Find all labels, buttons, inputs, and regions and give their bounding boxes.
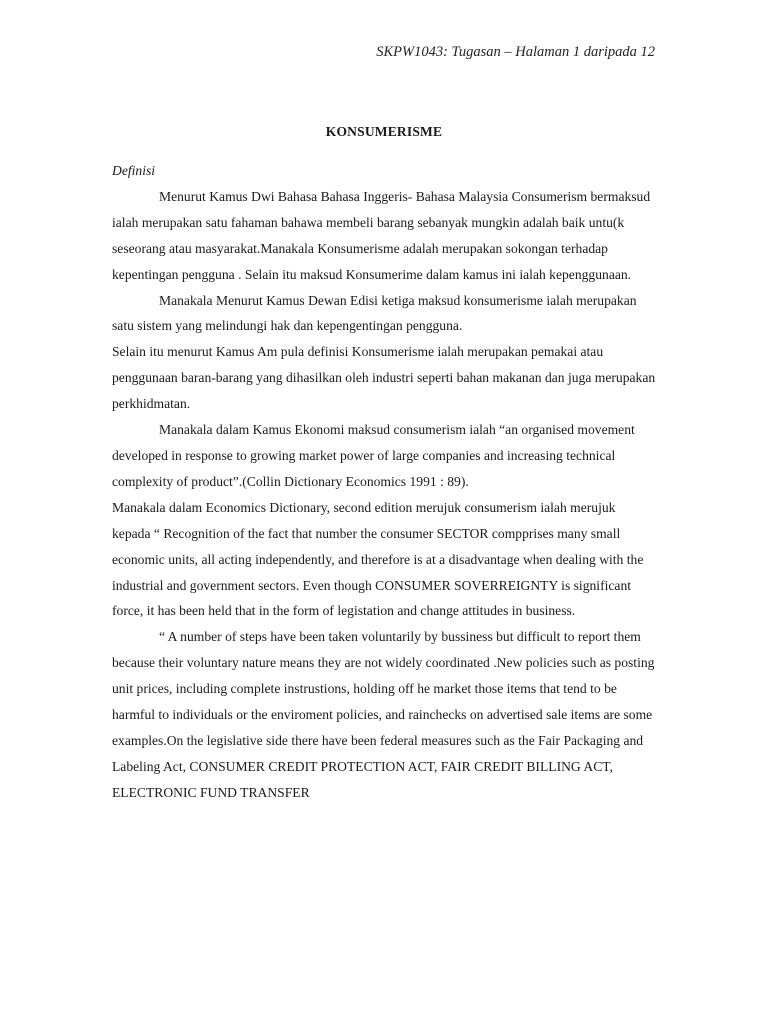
running-header: SKPW1043: Tugasan – Halaman 1 daripada 12	[376, 44, 655, 60]
paragraph-kamus-ekonomi: Manakala dalam Kamus Ekonomi maksud consumerism ialah “an organised movement developed in response to growing market power of large companies and increasing technical complexity of product”.(Collin Dictionary Economics 1991 : 89).	[112, 422, 635, 489]
body-text	[112, 158, 657, 806]
page-title: KONSUMERISME	[325, 124, 443, 139]
paragraph-quoted-steps: “ A number of steps have been taken voluntarily by bussiness but difficult to report them because their voluntary nature means they are not widely coordinated .New policies such as posting unit prices, including complete instrustions, holding off he market those items that tend to be harmful to individuals or the enviroment policies, and rainchecks on advertised sale items are some examples.On the legislative side there have been federal measures such as the Fair Packaging and Labeling Act, CONSUMER CREDIT PROTECTION ACT, FAIR CREDIT BILLING ACT, ELECTRONIC FUND TRANSFER	[112, 629, 655, 800]
section-subheading: Definisi	[112, 163, 156, 178]
paragraph-kamus-am: Selain itu menurut Kamus Am pula definisi Konsumerisme ialah merupakan pemakai atau penggunaan baran-barang yang dihasilkan oleh industri seperti bahan makanan dan juga merupakan perkhidmatan.	[112, 344, 656, 412]
paragraph-kamus-dewan: Manakala Menurut Kamus Dewan Edisi ketiga maksud konsumerisme ialah merupakan satu sistem yang melindungi hak dan kepengentingan pengguna.	[112, 292, 637, 334]
paragraph-economics-dictionary: Manakala dalam Economics Dictionary, second edition merujuk consumerism ialah merujuk kepada “ Recognition of the fact that number the consumer SECTOR compprises many small economic units, all acting independently, and therefore is at a disadvantage when dealing with the industrial and government sectors. Even though CONSUMER SOVERREIGNTY is significant force, it has been held that in the form of legistation and change attitudes in business.	[112, 499, 644, 619]
paragraph-kamus-dwi-bahasa: Menurut Kamus Dwi Bahasa Bahasa Inggeris- Bahasa Malaysia Consumerism bermaksud ialah merupakan satu fahaman bahawa membeli barang sebanyak mungkin adalah baik untu(k seseorang atau masyarakat.Manakala Konsumerisme adalah merupakan sokongan terhadap kepentingan pengguna . Selain itu maksud Konsumerime dalam kamus ini ialah kepenggunaan.	[112, 188, 651, 282]
